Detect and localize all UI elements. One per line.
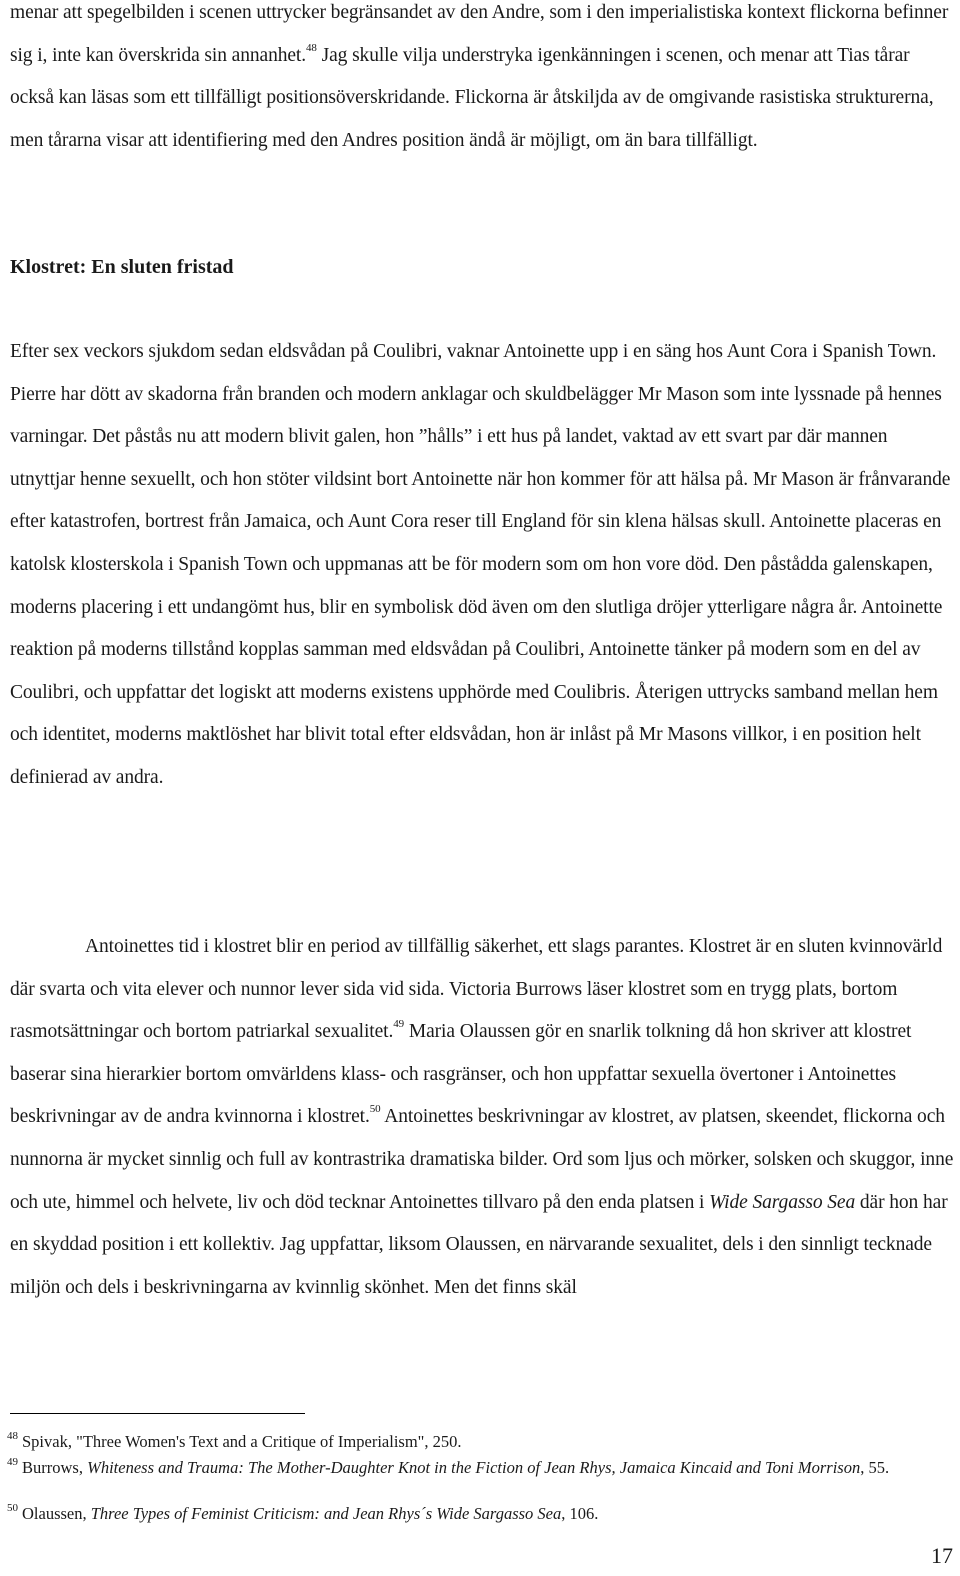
paragraph-text: där hon har en skyddad position i ett kollektiv. Jag uppfattar, liksom Olaussen, en närvarande sexualitet, dels i den sinnligt tecknade miljön och dels i beskrivningarna av kvinnlig skönhet. Men det finns skäl — [10, 1191, 948, 1298]
section-heading: Klostret: En sluten fristad — [10, 256, 234, 278]
footnote-ref-50[interactable]: 50 — [369, 1103, 381, 1116]
footnote-number: 50 — [7, 1502, 18, 1515]
footnote-divider — [10, 1413, 305, 1414]
paragraph-text: Antoinettes beskrivningar av klostret, av platsen, skeendet, flickorna och nunnorna är mycket sinnlig och full av kontrastrika dramatiska bilder. Ord som ljus och mörker, solsken och skuggor, inne och ute, himmel och helvete, liv och död tecknar Antoinettes tillvaro på den enda platsen i — [10, 1106, 954, 1213]
paragraph-text: Antoinettes tid i klostret blir en period av tillfällig säkerhet, ett slags parantes. Klostret är en sluten kvinnovärld där svarta och vita elever och nunnor lever sida vid sida. Victoria Burrows läser klostret som en trygg plats, bortom rasmotsättningar och bortom patriarkal sexualitet. — [10, 936, 943, 1043]
footnote-50 — [7, 1503, 952, 1524]
paragraph-text: Maria Olaussen gör en snarlik tolkning då hon skriver att klostret baserar sina hierarkier bortom omvärldens klass- och rasgränser, och hon uppfattar sexuella övertoner i Antoinettes beskrivningar av de andra kvinnorna i klostret. — [10, 1021, 912, 1128]
footnote-49 — [7, 1457, 952, 1478]
footnote-text: Spivak, "Three Women's Text and a Critique of Imperialism", 250. — [22, 1432, 462, 1451]
footnote-48 — [7, 1431, 952, 1452]
body-paragraph-3 — [10, 926, 955, 1309]
footnote-text: , 106. — [561, 1504, 599, 1523]
page-number: 17 — [931, 1543, 953, 1568]
footnote-text: , 55. — [860, 1458, 890, 1477]
footnote-number: 48 — [7, 1430, 18, 1443]
footnote-ref-49[interactable]: 49 — [393, 1018, 405, 1031]
italic-book-title: Wide Sargasso Sea — [709, 1191, 856, 1213]
footnote-ref-48[interactable]: 48 — [306, 41, 317, 54]
footnote-italic-title: Three Types of Feminist Criticism: and Jean Rhys´s Wide Sargasso Sea — [90, 1504, 562, 1523]
body-paragraph-2: Efter sex veckors sjukdom sedan eldsvådan på Coulibri, vaknar Antoinette upp i en säng hos Aunt Cora i Spanish Town. Pierre har dött av skadorna från branden och modern anklagar och skuldbelägger Mr Mason som inte lyssnade på hennes varningar. Det påstås nu att modern blivit galen, hon ”hålls” i ett hus på landet, vaktad av ett svart par där mannen utnyttjar henne sexuellt, och hon stöter vildsint bort Antoinette när hon kommer för att hälsa på. Mr Mason är frånvarande efter katastrofen, bortrest från Jamaica, och Aunt Cora reser till England för sin klena hälsas skull. Antoinette placeras en katolsk klosterskola i Spanish Town och uppmanas att be för modern som om hon vore död. Den påstådda galenskapen, moderns placering i ett undangömt hus, blir en symbolisk död även om den slutliga dröjer ytterligare några år. Antoinette reaktion på moderns tillstånd kopplas samman med eldsvådan på Coulibri, Antoinette tänker på modern som en del av Coulibri, och uppfattar det logiskt att moderns existens upphörde med Coulibris. Återigen uttrycks samband mellan hem och identitet, moderns maktlöshet har blivit total efter eldsvådan, hon är inlåst på Mr Masons villkor, i en position helt definierad av andra. — [10, 341, 951, 788]
footnote-italic-title: Whiteness and Trauma: The Mother-Daughter Knot in the Fiction of Jean Rhys, Jamaica Kincaid and Toni Morrison — [87, 1458, 861, 1477]
footnote-number: 49 — [7, 1456, 18, 1469]
footnote-text: Burrows, — [22, 1458, 88, 1477]
paragraph-text: Jag skulle vilja understryka igenkänningen i scenen, och menar att Tias tårar också kan läsas som ett tillfälligt positionsöverskridande. Flickorna är åtskiljda av de omgivande rasistiska strukturerna, men tårarna visar att identifiering med den Andres position ändå är möjligt, om än bara tillfälligt. — [10, 44, 934, 151]
body-paragraph-1 — [10, 0, 955, 162]
paragraph-text: menar att spegelbilden i scenen uttrycker begränsandet av den Andre, som i den imperialistiska kontext flickorna befinner sig i, inte kan överskrida sin annanhet. — [10, 2, 949, 66]
footnote-text: Olaussen, — [22, 1504, 91, 1523]
